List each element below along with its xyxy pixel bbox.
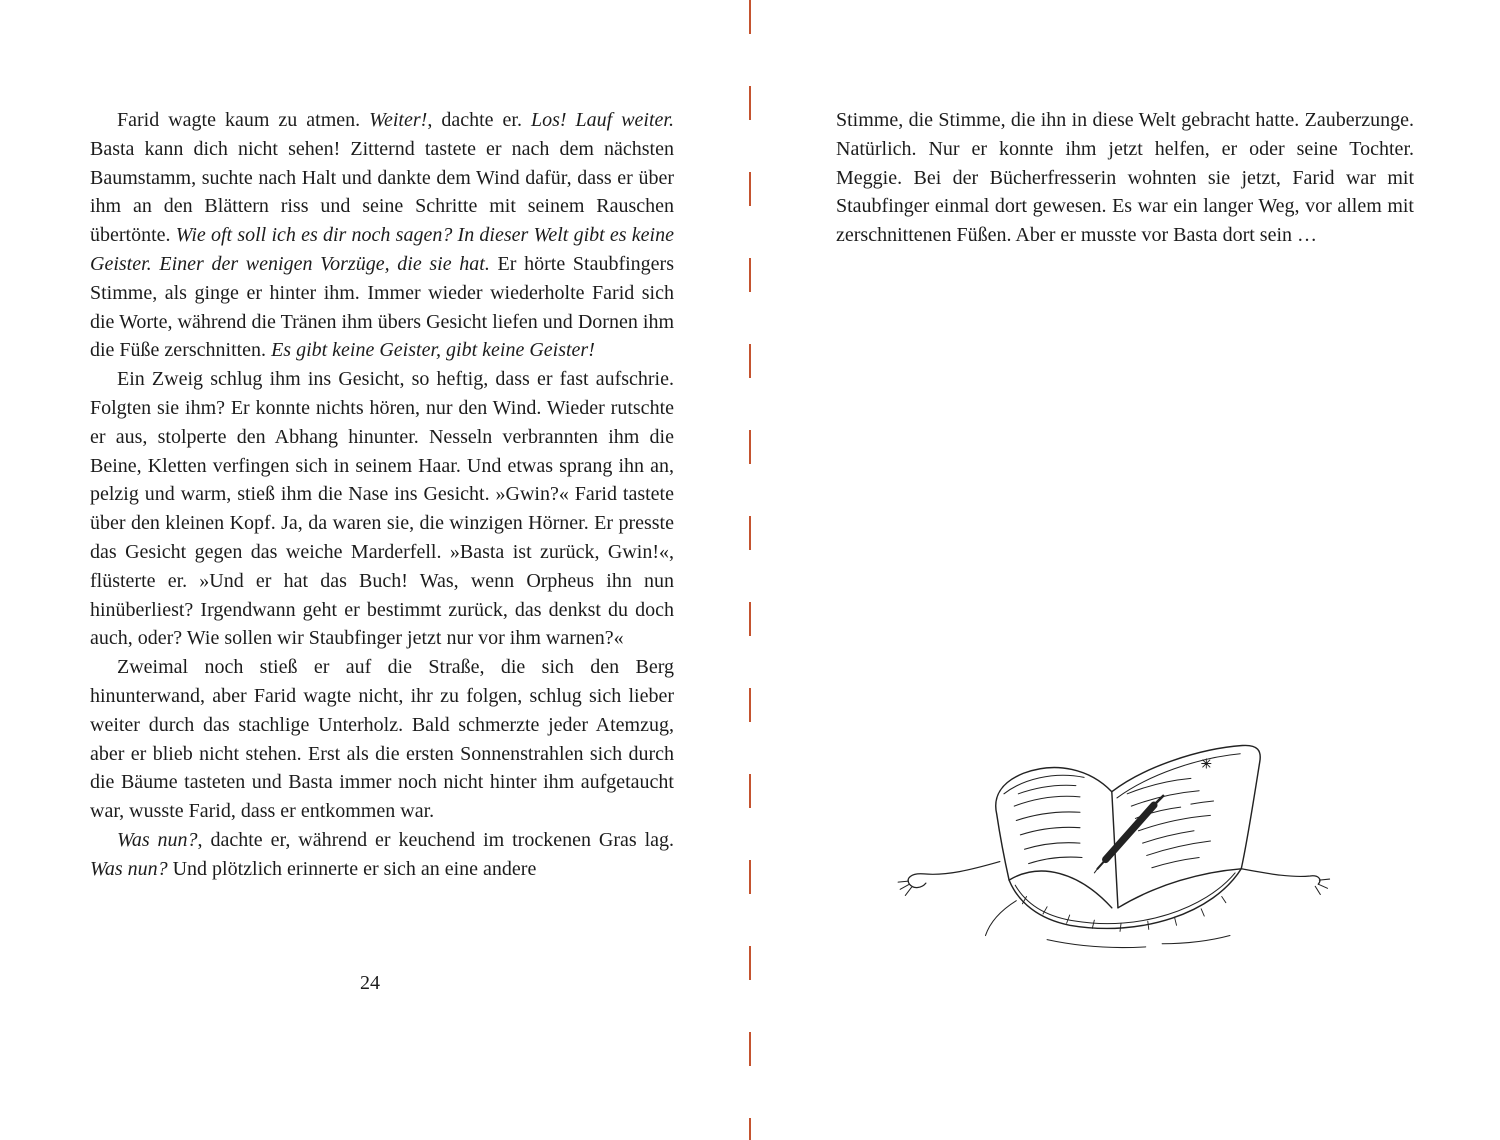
paragraph bbox=[90, 826, 674, 884]
italic-text-segment: Es gibt keine Geister, gibt keine Geister! bbox=[271, 339, 595, 362]
text-segment: Ein Zweig schlug ihm ins Gesicht, so heftig, dass er fast aufschrie. Folgten sie ihm? Er konnte nichts hören, nur den Wind. Wieder rutschte er aus, stolperte den Abhang hinunter. Nesseln verbrannten ihm die Beine, Kletten verfingen sich in seinem Haar. Und etwas sprang ihn an, pelzig und warm, stieß ihm die Nase ins Gesicht. »Gwin?« Farid tastete über den kleinen Kopf. Ja, da waren sie, die winzigen Hörner. Er presste das Gesicht gegen das weiche Marderfell. »Basta ist zurück, Gwin!«, flüsterte er. »Und er hat das Buch! Was, wenn Orpheus ihn nun hinüberliest? Irgendwann geht er bestimmt zurück, das denkst du doch auch, oder? Wie sollen wir Staubfinger jetzt nur vor ihm warnen?« bbox=[90, 368, 674, 650]
page-number: 24 bbox=[360, 972, 380, 994]
text-segment: Basta kann dich nicht sehen! Zitternd tastete er nach dem nächsten Baumstamm, suchte nach Halt und dankte dem Wind dafür, dass er über ihm an den Blättern riss und seine Schritte mit seinem Rauschen übertönte. bbox=[90, 137, 674, 247]
paragraph bbox=[90, 365, 674, 653]
italic-text-segment: Was nun? bbox=[90, 857, 168, 880]
italic-text-segment: Was nun? bbox=[117, 828, 198, 851]
open-book-quill-illustration bbox=[893, 726, 1345, 978]
paragraph bbox=[90, 653, 674, 826]
text-segment: Farid wagte kaum zu atmen. bbox=[117, 109, 370, 131]
text-segment: Er hörte Staubfingers Stimme, als ginge er hinter ihm. Immer wieder wiederholte Farid sich die Worte, während die Tränen ihm übers Gesicht liefen und Dornen ihm die Füße zerschnitten. bbox=[90, 252, 674, 362]
paragraph bbox=[90, 106, 674, 365]
paragraph bbox=[836, 106, 1414, 250]
text-segment: Und plötzlich erinnerte er sich an eine andere bbox=[167, 857, 537, 880]
text-segment: , dachte er, während er keuchend im trockenen Gras lag. bbox=[197, 828, 675, 851]
right-page-text bbox=[836, 106, 1414, 250]
open-book-quill-drawing bbox=[893, 726, 1345, 978]
text-segment: , dachte er. bbox=[427, 109, 531, 131]
page-fold-divider bbox=[749, 0, 751, 1140]
italic-text-segment: Los! Lauf weiter. bbox=[530, 109, 674, 131]
text-segment: Stimme, die Stimme, die ihn in diese Welt gebracht hatte. Zauberzunge. Natürlich. Nur er konnte ihm jetzt helfen, er oder seine Tochter. Meggie. Bei der Bücherfresserin wohnten sie jetzt, Farid war mit Staubfinger einmal dort gewesen. Es war ein langer Weg, vor allem mit zerschnittenen Füßen. Aber er musste vor Basta dort sein … bbox=[836, 109, 1414, 247]
italic-text-segment: Wie oft soll ich es dir noch sagen? In dieser Welt gibt es keine Geister. Einer der wenigen Vorzüge, die sie hat. bbox=[90, 224, 674, 275]
italic-text-segment: Weiter! bbox=[369, 109, 428, 131]
left-page-text bbox=[90, 106, 674, 884]
text-segment: Zweimal noch stieß er auf die Straße, die sich den Berg hinunterwand, aber Farid wagte nicht, ihr zu folgen, schlug sich lieber weiter durch das stachlige Unterholz. Bald schmerzte jeder Atemzug, aber er blieb nicht stehen. Erst als die ersten Sonnenstrahlen sich durch die Bäume tasteten und Basta immer noch nicht hinter ihm aufgetaucht war, wusste Farid, dass er entkommen war. bbox=[90, 656, 674, 823]
